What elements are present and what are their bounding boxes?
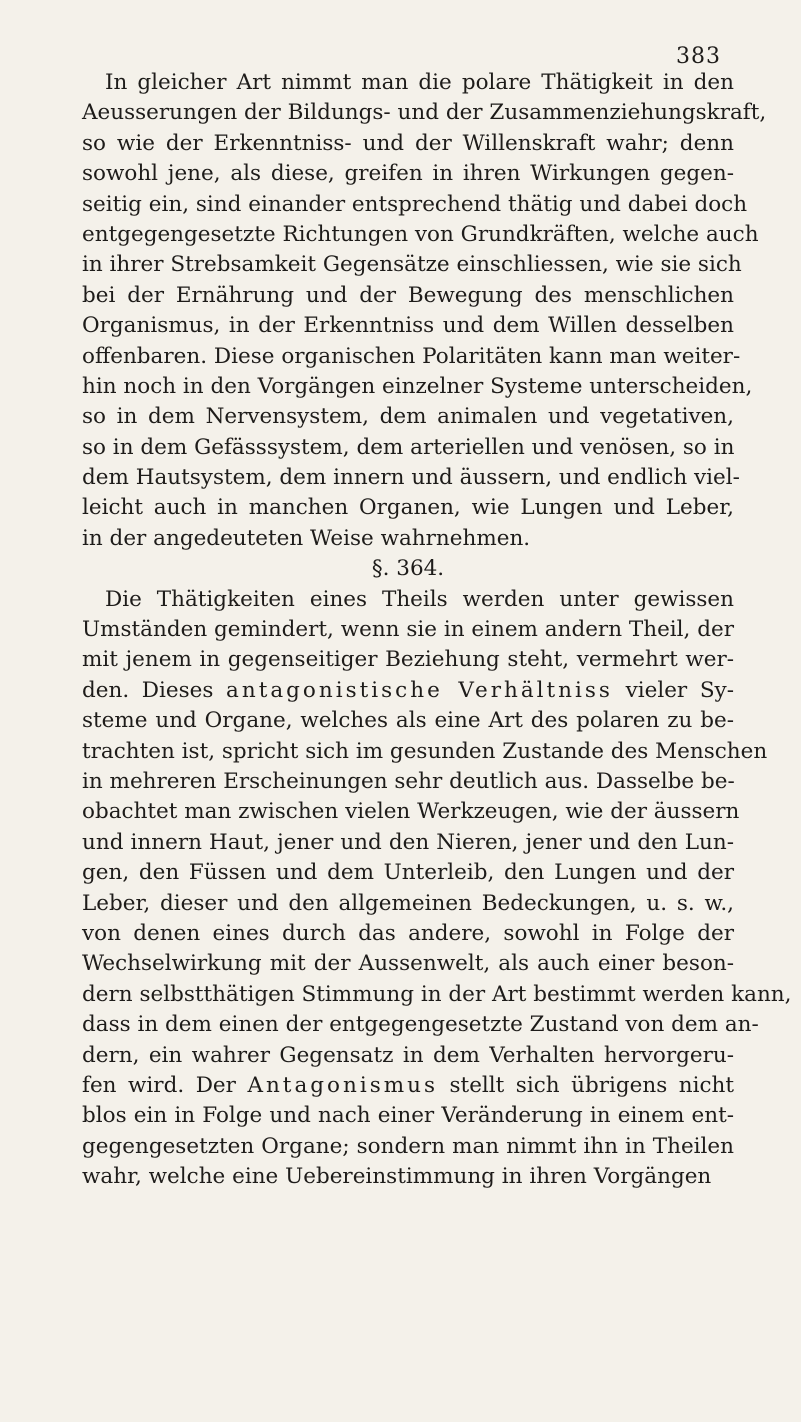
text-line: In gleicher Art nimmt man die polare Thätigkeit in den (105, 70, 734, 95)
text-line: leicht auch in manchen Organen, wie Lungen und Leber, (82, 495, 734, 521)
text-segment: den. Dieses (82, 677, 214, 703)
text-line: Aeusserungen der Bildungs- und der Zusammenziehungskraft, (82, 100, 767, 126)
text-line: trachten ist, spricht sich im gesunden Zustande des Menschen (82, 738, 768, 764)
text-line: dern selbstthätigen Stimmung in der Art bestimmt werden kann, (82, 981, 792, 1007)
text-line: mit jenem in gegenseitiger Beziehung steht, vermehrt wer- (82, 647, 734, 673)
text-line: dern, ein wahrer Gegensatz in dem Verhalten hervorgeru- (82, 1042, 734, 1068)
page-number: 383 (676, 44, 721, 69)
text-line: dem Hautsystem, dem innern und äussern, und endlich viel- (82, 465, 740, 491)
text-line: Organismus, in der Erkenntniss und dem Willen desselben (82, 313, 734, 339)
text-segment: vieler Sy- (625, 677, 734, 703)
text-line: gegengesetzten Organe; sondern man nimmt ihn in Theilen (82, 1133, 734, 1159)
text-line: sowohl jene, als diese, greifen in ihren Wirkungen gegen- (82, 161, 734, 187)
emphasized-term: antagonistische Verhältniss (226, 677, 613, 703)
text-line: wahr, welche eine Uebereinstimmung in ihren Vorgängen (82, 1164, 712, 1190)
text-line: Leber, dieser und den allgemeinen Bedeckungen, u. s. w., (82, 890, 734, 916)
emphasized-term: Antagonismus (247, 1072, 439, 1098)
text-segment: fen wird. (82, 1072, 185, 1098)
text-line: in ihrer Strebsamkeit Gegensätze einschliessen, wie sie sich (82, 252, 742, 278)
text-line: bei der Ernährung und der Bewegung des menschlichen (82, 282, 734, 308)
text-line: von denen eines durch das andere, sowohl in Folge der (82, 920, 734, 946)
paragraph (82, 68, 767, 554)
text-line: in der angedeuteten Weise wahrnehmen. (82, 525, 531, 551)
text-line: obachtet man zwischen vielen Werkzeugen, wie der äussern (82, 799, 740, 825)
text-line: blos ein in Folge und nach einer Veränderung in einem ent- (82, 1103, 734, 1129)
text-segment: stellt sich übrigens nicht (449, 1072, 734, 1098)
text-line (82, 1071, 734, 1101)
text-line: hin noch in den Vorgängen einzelner Systeme unterscheiden, (82, 373, 753, 399)
text-line: gen, den Füssen und dem Unterleib, den Lungen und der (82, 860, 734, 886)
text-line: steme und Organe, welches als eine Art des polaren zu be- (82, 708, 734, 734)
page-body (82, 68, 792, 1192)
text-line: in mehreren Erscheinungen sehr deutlich aus. Dasselbe be- (82, 768, 735, 794)
text-line: entgegengesetzte Richtungen von Grundkräften, welche auch (82, 221, 759, 247)
text-line: Die Thätigkeiten eines Theils werden unter gewissen (105, 586, 734, 612)
text-line: dass in dem einen der entgegengesetzte Zustand von dem an- (82, 1012, 759, 1038)
text-line: und innern Haut, jener und den Nieren, jener und den Lun- (82, 829, 734, 855)
paragraph (82, 585, 792, 1193)
text-line: so in dem Gefässsystem, dem arteriellen und venösen, so in (82, 434, 735, 460)
section-heading: §. 364. (371, 556, 445, 582)
text-segment: Der (195, 1072, 236, 1098)
text-line: Umständen gemindert, wenn sie in einem andern Theil, der (82, 617, 734, 643)
text-line (82, 676, 734, 706)
text-line: seitig ein, sind einander entsprechend thätig und dabei doch (82, 191, 748, 217)
text-line: so in dem Nervensystem, dem animalen und vegetativen, (82, 404, 734, 430)
text-line: offenbaren. Diese organischen Polaritäten kann man weiter- (82, 343, 741, 369)
text-line: so wie der Erkenntniss- und der Willenskraft wahr; denn (82, 130, 734, 156)
text-line: Wechselwirkung mit der Aussenwelt, als auch einer beson- (82, 951, 734, 977)
